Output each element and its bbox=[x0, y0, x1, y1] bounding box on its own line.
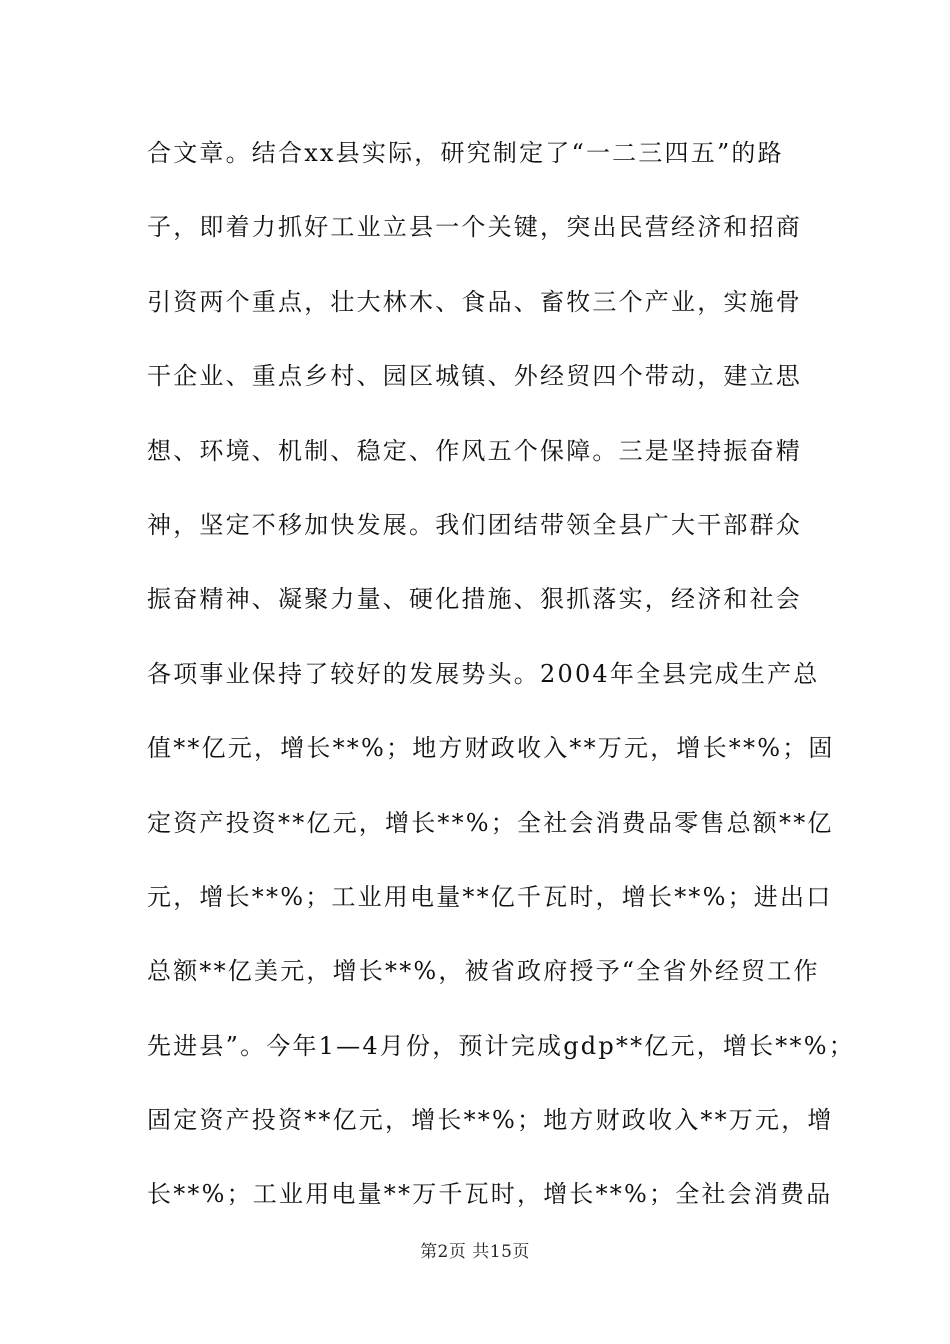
text-line: 先进县”。今年1—4月份，预计完成gdp**亿元，增长**%； bbox=[147, 1031, 855, 1060]
text-line: 干企业、重点乡村、园区城镇、外经贸四个带动，建立思 bbox=[147, 362, 802, 391]
page-footer: 第2页 共15页 bbox=[420, 1242, 530, 1262]
text-line: 振奋精神、凝聚力量、硬化措施、狠抓落实，经济和社会 bbox=[147, 585, 802, 614]
text-line: 各项事业保持了较好的发展势头。2004年全县完成生产总 bbox=[147, 659, 820, 688]
text-line: 合文章。结合xx县实际，研究制定了“一二三四五”的路 bbox=[147, 139, 784, 167]
text-line: 神，坚定不移加快发展。我们团结带领全县广大干部群众 bbox=[147, 510, 802, 539]
text-line: 定资产投资**亿元，增长**%；全社会消费品零售总额**亿 bbox=[147, 808, 834, 837]
text-line: 引资两个重点，壮大林木、食品、畜牧三个产业，实施骨 bbox=[147, 287, 802, 316]
text-line: 值**亿元，增长**%；地方财政收入**万元，增长**%；固 bbox=[147, 734, 835, 763]
text-line: 想、环境、机制、稳定、作风五个保障。三是坚持振奋精 bbox=[147, 436, 802, 465]
text-line: 长**%；工业用电量**万千瓦时，增长**%；全社会消费品 bbox=[147, 1180, 833, 1209]
text-line: 元，增长**%；工业用电量**亿千瓦时，增长**%；进出口 bbox=[147, 882, 833, 911]
text-line: 固定资产投资**亿元，增长**%；地方财政收入**万元，增 bbox=[147, 1106, 834, 1135]
text-line: 子，即着力抓好工业立县一个关键，突出民营经济和招商 bbox=[147, 213, 802, 242]
body-text bbox=[147, 130, 855, 1246]
text-line: 总额**亿美元，增长**%，被省政府授予“全省外经贸工作 bbox=[147, 957, 820, 986]
